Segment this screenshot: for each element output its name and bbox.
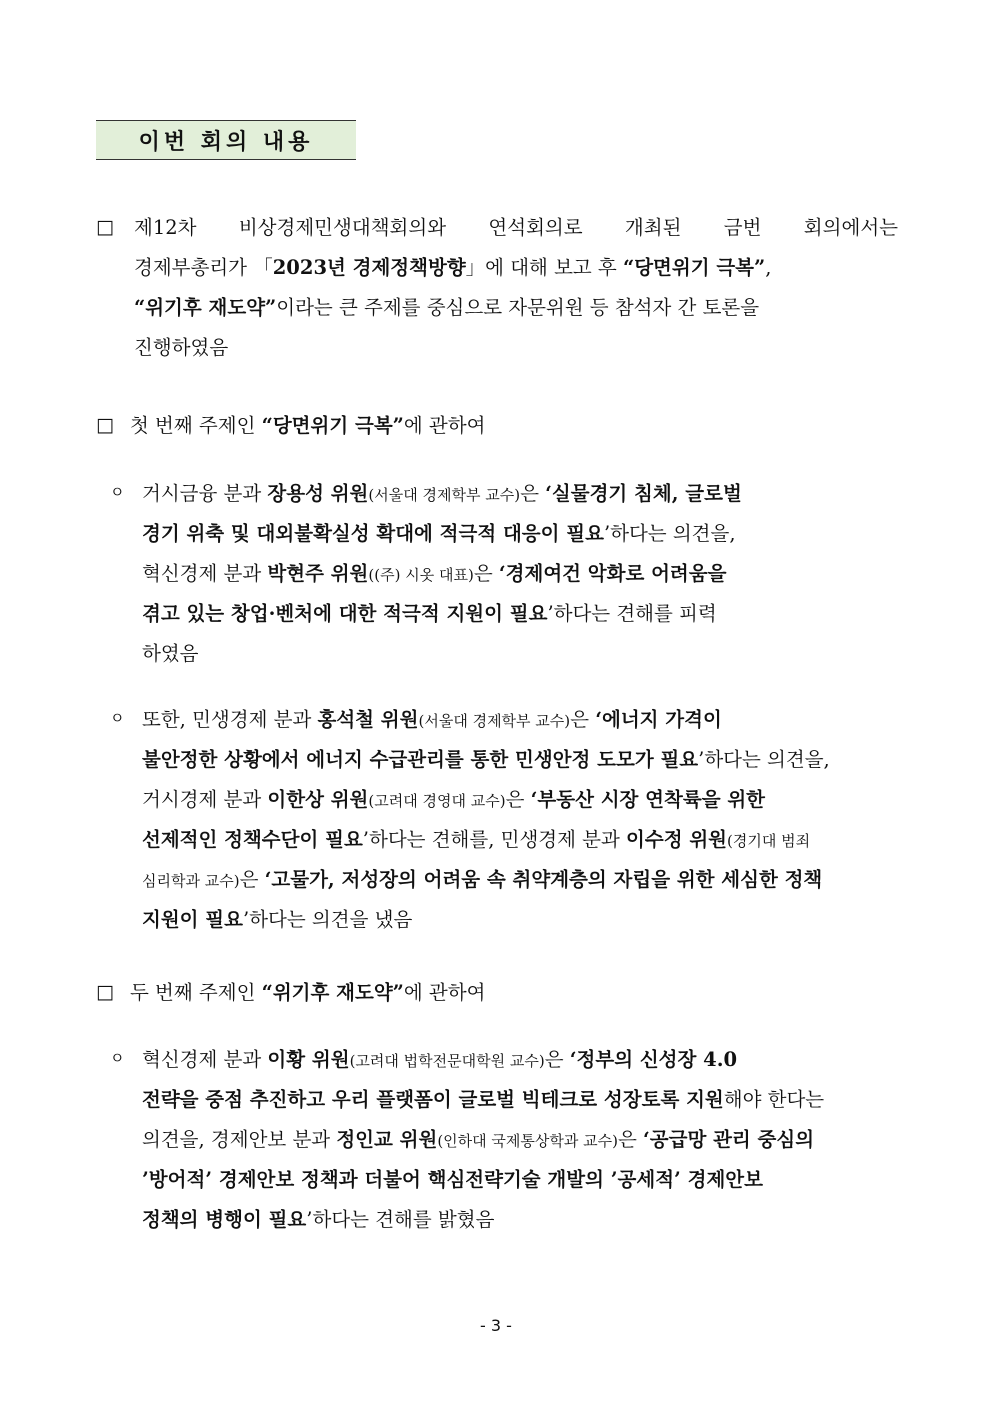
heading-topic-2: 두 번째 주제인 “위기후 재도약”에 관하여 bbox=[130, 981, 486, 1004]
p2-line5: 심리학과 교수)은 ‘고물가, 저성장의 어려움 속 취약계층의 자립을 위한 세심한 정책 bbox=[142, 868, 823, 891]
p2-line2: 불안정한 상황에서 에너지 수급관리를 통한 민생안정 도모가 필요’하다는 의견을, bbox=[142, 748, 830, 771]
p2-line6: 지원이 필요’하다는 의견을 냈음 bbox=[142, 908, 413, 931]
section-title: 이번 회의 내용 bbox=[96, 120, 356, 160]
bullet-marker: ㅇ bbox=[110, 483, 125, 501]
checkbox-marker: □ bbox=[96, 981, 114, 1003]
p1-line1: 거시금융 분과 장용성 위원(서울대 경제학부 교수)은 ‘실물경기 침체, 글로벌 bbox=[142, 482, 742, 505]
p3-line2: 전략을 중점 추진하고 우리 플랫폼이 글로벌 빅테크로 성장토록 지원해야 한다는 bbox=[142, 1088, 825, 1111]
p2-line1: 또한, 민생경제 분과 홍석철 위원(서울대 경제학부 교수)은 ‘에너지 가격이 bbox=[142, 708, 722, 731]
p1-line5: 하였음 bbox=[142, 642, 199, 665]
p1-line3: 혁신경제 분과 박현주 위원((주) 시옷 대표)은 ‘경제여건 악화로 어려움을 bbox=[142, 562, 727, 585]
block1-line2: 경제부총리가 「2023년 경제정책방향」에 대해 보고 후 “당면위기 극복”, bbox=[134, 256, 772, 279]
p1-line2: 경기 위축 및 대외불확실성 확대에 적극적 대응이 필요’하다는 의견을, bbox=[142, 522, 736, 545]
p3-line3: 의견을, 경제안보 분과 정인교 위원(인하대 국제통상학과 교수)은 ‘공급망 관리 중심의 bbox=[142, 1128, 815, 1151]
block1-line4: 진행하였음 bbox=[134, 336, 229, 359]
p3-line5: 정책의 병행이 필요’하다는 견해를 밝혔음 bbox=[142, 1208, 495, 1231]
p1-line4: 겪고 있는 창업·벤처에 대한 적극적 지원이 필요’하다는 견해를 피력 bbox=[142, 602, 717, 625]
heading-topic-1: 첫 번째 주제인 “당면위기 극복”에 관하여 bbox=[130, 414, 486, 437]
p2-line3: 거시경제 분과 이한상 위원(고려대 경영대 교수)은 ‘부동산 시장 연착륙을 위한 bbox=[142, 788, 765, 811]
checkbox-marker: □ bbox=[96, 216, 114, 238]
block1-line1: 제12차 비상경제민생대책회의와 연석회의로 개최된 금번 회의에서는 bbox=[134, 216, 898, 239]
bullet-marker: ㅇ bbox=[110, 1049, 125, 1067]
checkbox-marker: □ bbox=[96, 414, 114, 436]
p3-line4: ’방어적’ 경제안보 정책과 더불어 핵심전략기술 개발의 ’공세적’ 경제안보 bbox=[142, 1168, 763, 1191]
bullet-marker: ㅇ bbox=[110, 709, 125, 727]
p3-line1: 혁신경제 분과 이황 위원(고려대 법학전문대학원 교수)은 ‘정부의 신성장 4.0 bbox=[142, 1048, 738, 1071]
block1-line3: “위기후 재도약”이라는 큰 주제를 중심으로 자문위원 등 참석자 간 토론을 bbox=[134, 296, 760, 319]
page-number: - 3 - bbox=[480, 1316, 512, 1335]
p2-line4: 선제적인 정책수단이 필요’하다는 견해를, 민생경제 분과 이수정 위원(경기대 범죄 bbox=[142, 828, 811, 851]
